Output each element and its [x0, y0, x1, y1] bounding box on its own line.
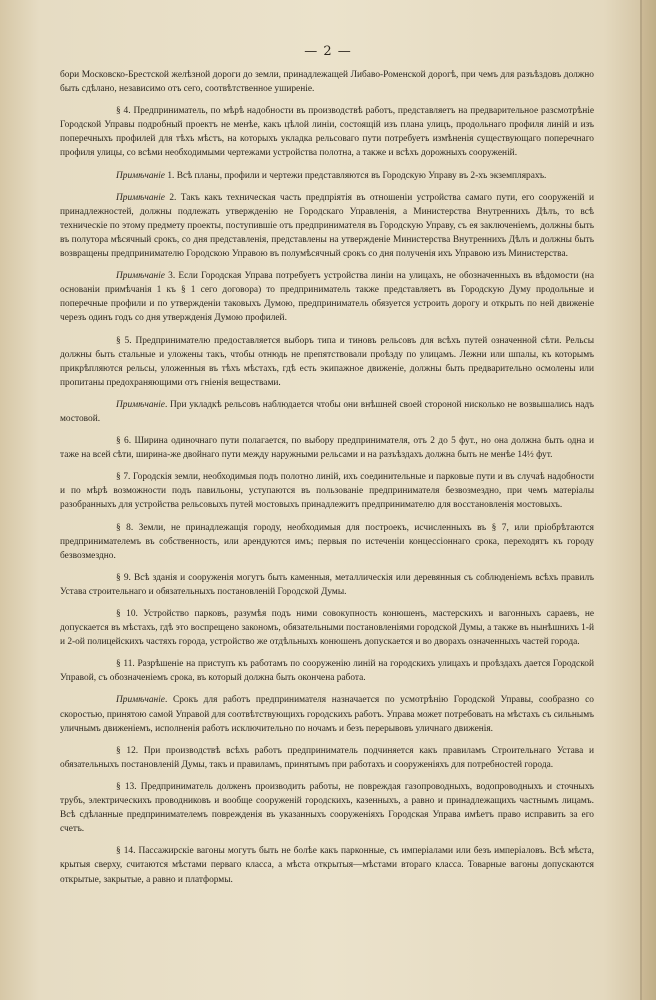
paragraph	[60, 780, 594, 836]
paragraph-text: . Срокъ для работъ предпринимателя назначается по усмотрѣнію Городской Управы, сообразно со скоростью, принятою самой Управой для соотвѣтствующихъ городскихъ работъ. Управа может потребовать на мѣстахъ съ сильнымъ уличнымъ движеніемъ, исполненія работъ исключительно по ночамъ и безъ перерывовъ уличнаго движенія.	[60, 695, 594, 734]
paragraph	[60, 844, 594, 886]
paragraph	[60, 607, 594, 649]
paragraph-text: 3. Если Городская Управа потребуетъ устройства линіи на улицахъ, не обозначенныхъ въ вѣдомости (на основаніи примѣчанія 1 къ § 1 сего договора) то предприниматель также представляетъ въ Городскую Думу продольные и поперечные профили и по утвержденіи таковыхъ Думою, предприниматель обязуется устроить дорогу и открыть по ней движеніе черезъ одинъ годъ со дня утвержденія Думою профилей.	[60, 271, 594, 324]
paragraph	[60, 657, 594, 685]
paragraph	[60, 68, 594, 96]
note-label: Примѣчаніе	[116, 192, 165, 203]
note-label: Примѣчаніе	[116, 399, 165, 410]
paragraph-text: § 10. Устройство парковъ, разумѣя подъ ними совокупность конюшенъ, мастерскихъ и вагонныхъ сараевъ, не допускается въ мѣстахъ, гдѣ это воспрещено закономъ, обязательными постановленіями городской Думы, а также въ нынѣшнихъ 1-й и 2-ой полицейскихъ частяхъ города, устройство же отдѣльныхъ конюшенъ допускается и во дворахъ означенныхъ частей города.	[60, 609, 594, 648]
paragraph-text: § 7. Городскія земли, необходимыя подъ полотно линій, ихъ соединительные и парковые пути и въ случаѣ надобности и по мѣрѣ возможности подъ павильоны, уступаются въ пользованіе предпринимателя безвозмездно, при чемъ матеріалы разобранныхъ для устройства рельсовыхъ путей мостовыхъ принадлежитъ предпринимателю для восстановленія мостовыхъ.	[60, 472, 594, 511]
paragraph	[60, 334, 594, 390]
paragraph-text: § 12. При производствѣ всѣхъ работъ предприниматель подчиняется какъ правиламъ Строительнаго Устава и обязательныхъ постановленій Думы, такъ и правиламъ, принятымъ при работахъ и сооруженіяхъ для потребностей города.	[60, 745, 594, 770]
paragraph-text: § 5. Предпринимателю предоставляется выборъ типа и тиновъ рельсовъ для всѣхъ путей означенной сѣти. Рельсы должны быть стальные и уложены такъ, чтобы отнюдь не препятствовали проѣзду по улицамъ. Лежни или шпалы, къ которымъ прикрѣпляются рельсы, уложенныя въ тѣхъ мѣстахъ, гдѣ есть экипажное движеніе, должны быть предварительно осмолены или пропитаны предохраняющими отъ гніенія веществами.	[60, 335, 594, 388]
note-label: Примѣчаніе	[116, 170, 165, 181]
paragraph	[60, 434, 594, 462]
paragraph-text: § 4. Предприниматель, по мѣрѣ надобности въ производствѣ работъ, представляетъ на предварительное разсмотрѣніе Городской Управы подробный проектъ не менѣе, какъ цѣлой линіи, состоящій изъ плана улицъ, продольнаго профиля линій и изъ поперечныхъ профилей для тѣхъ мѣстъ, на которыхъ укладка рельсоваго пути потребуетъ измѣненія существующаго поперечнаго профиля улицы, со всѣми необходимыми чертежами устройства полотна, а также и всѣхъ дорожныхъ сооруженій.	[60, 106, 594, 159]
paragraph-text: . При укладкѣ рельсовъ наблюдается чтобы они внѣшней своей стороной нисколько не возвышались надъ мостовой.	[60, 399, 594, 424]
paragraph-text: § 9. Всѣ зданія и сооруженія могутъ быть каменныя, металлическія или деревянныя съ соблюденіемъ всѣхъ правилъ Устава строительнаго и обязательныхъ постановленій Городской Думы.	[60, 572, 594, 597]
paragraph-text: § 11. Разрѣшеніе на приступъ къ работамъ по сооруженію линій на городскихъ улицахъ и проѣздахъ дается Городской Управой, съ обозначеніемъ срока, въ который должна быть окончена работа.	[60, 659, 594, 684]
page-edge	[642, 0, 656, 1000]
paragraph-text: 2. Такъ какъ техническая часть предпріятія въ отношеніи устройства самаго пути, его сооруженій и принадлежностей, должны подлежать утвержденію не Городскаго Управленія, а Министерства Внутреннихъ Дѣлъ, то всѣ техническіе по этому предмету проекты, поступившіе отъ предпринимателя въ Городскую Управу, съ ея заключеніемъ, должны быть въ полутора мѣсячный срокъ, со дня представленія, представлены на утвержденіе Министерства Внутреннихъ Дѣлъ и должны быть возвращены предпринимателю Городскою Управою въ полумѣсячный срокъ со дня полученія ихъ Управою изъ Министерства.	[60, 192, 594, 260]
paragraph	[60, 571, 594, 599]
note-label: Примѣчаніе	[116, 695, 165, 706]
paragraph	[60, 470, 594, 512]
paragraph-text: § 6. Ширина одиночнаго пути полагается, по выбору предпринимателя, отъ 2 до 5 фут., но она должна быть одна и таже на всей сѣти, ширина-же двойнаго пути между наружными рельсами и на разъѣздахъ должна быть не менѣе 14½ фут.	[60, 436, 594, 461]
paragraph	[60, 744, 594, 772]
paragraph-text: § 14. Пассажирскіе вагоны могутъ быть не болѣе какъ парконные, съ имперіалами или безъ имперіаловъ. Всѣ мѣста, крытыя сверху, считаются мѣстами перваго класса, а мѣста открытыя—мѣстами втораго класса. Товарные вагоны допускаются открытые, закрытые, а равно и платформы.	[60, 846, 594, 885]
page-number: — 2 —	[304, 44, 352, 59]
paragraph	[60, 269, 594, 325]
paragraph-text: 1. Всѣ планы, профили и чертежи представляются въ Городскую Управу въ 2-хъ экземплярахъ.	[164, 170, 547, 181]
paragraph-text: § 8. Земли, не принадлежащія городу, необходимыя для построекъ, исчисленныхъ въ § 7, или пріобрѣтаются предпринимателемъ въ собственность, или арендуются имъ; первыя по истеченіи концессіоннаго срока, переходятъ къ городу безвозмездно.	[60, 522, 594, 561]
page-fold-line	[640, 0, 642, 1000]
paragraph	[60, 521, 594, 563]
paragraph	[60, 693, 594, 735]
paragraph	[60, 104, 594, 160]
paragraph	[60, 191, 594, 261]
paragraph	[60, 169, 594, 183]
paragraph	[60, 398, 594, 426]
paragraph-text: бори Московско-Брестской желѣзной дороги до земли, принадлежащей Либаво-Роменской дорогѣ, при чемъ для разъѣздовъ должно быть сдѣлано, независимо отъ сего, соотвѣтственное уширеніе.	[60, 70, 594, 95]
paragraph-text: § 13. Предприниматель долженъ производить работы, не повреждая газопроводныхъ, водопроводныхъ и сточныхъ трубъ, электрическихъ проводниковъ и вообще сооруженій городскихъ, казенныхъ, а равно и принадлежащихъ частнымъ лицамъ. Всѣ сдѣланные предпринимателемъ поврежденія въ указанныхъ сооруженіяхъ Городская Управа имѣетъ право исправить за его счетъ.	[60, 781, 594, 835]
note-label: Примѣчаніе	[116, 271, 165, 282]
document-body	[60, 68, 594, 895]
